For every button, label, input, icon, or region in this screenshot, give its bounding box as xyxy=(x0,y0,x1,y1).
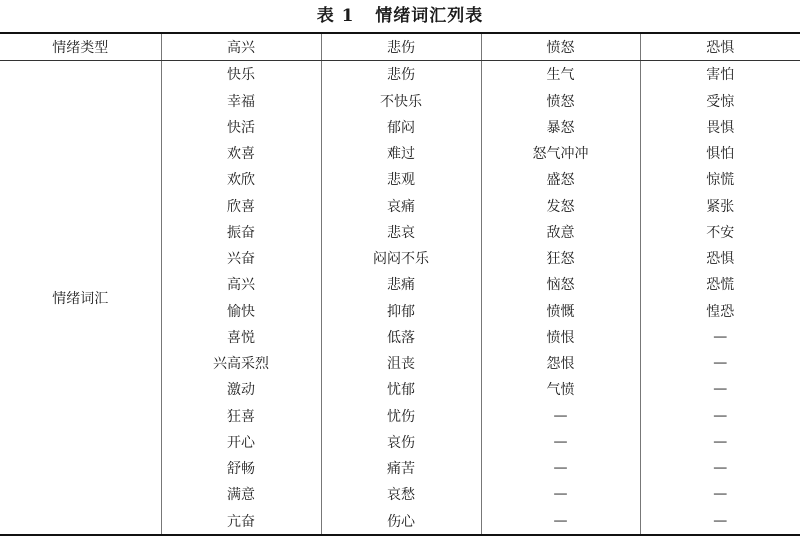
cell-sad: 悲痛 xyxy=(321,271,481,297)
cell-happy: 舒畅 xyxy=(161,455,321,481)
cell-angry: — xyxy=(481,508,640,535)
cell-happy: 振奋 xyxy=(161,219,321,245)
cell-sad: 悲哀 xyxy=(321,219,481,245)
cell-angry: 盛怒 xyxy=(481,166,640,192)
row-label-emotion-words: 情绪词汇 xyxy=(0,61,161,535)
cell-happy: 喜悦 xyxy=(161,324,321,350)
cell-angry: 愤恨 xyxy=(481,324,640,350)
cell-fear: 惶恐 xyxy=(706,303,735,320)
cell-angry: 愤慨 xyxy=(481,298,640,324)
cell-sad: 哀痛 xyxy=(321,193,481,219)
header-sad: 悲伤 xyxy=(321,33,481,61)
cell-fear: — xyxy=(713,381,728,398)
cell-happy: 兴高采烈 xyxy=(161,350,321,376)
cell-fear: — xyxy=(713,486,728,503)
cell-sad: 郁闷 xyxy=(321,114,481,140)
cell-happy: 狂喜 xyxy=(161,403,321,429)
cell-fear: 惧怕 xyxy=(706,146,735,163)
cell-sad: 不快乐 xyxy=(321,88,481,114)
cell-fear: 恐慌 xyxy=(706,277,735,294)
table-body xyxy=(0,61,800,535)
cell-sad: 悲观 xyxy=(321,166,481,192)
cell-happy: 兴奋 xyxy=(161,245,321,271)
header-row xyxy=(0,33,800,61)
cell-happy: 欣喜 xyxy=(161,193,321,219)
cell-sad: 忧伤 xyxy=(321,403,481,429)
cell-fear: 害怕 xyxy=(706,67,735,84)
cell-fear: 恐惧 xyxy=(706,251,735,268)
cell-fear: 受惊 xyxy=(706,93,735,110)
cell-happy: 高兴 xyxy=(161,271,321,297)
cell-angry: 暴怒 xyxy=(481,114,640,140)
cell-sad: 伤心 xyxy=(321,508,481,535)
cell-happy: 欢喜 xyxy=(161,140,321,166)
cell-angry: 生气 xyxy=(481,61,640,88)
cell-angry: — xyxy=(481,403,640,429)
cell-sad: 抑郁 xyxy=(321,298,481,324)
header-happy: 高兴 xyxy=(161,33,321,61)
cell-angry: 愤怒 xyxy=(481,88,640,114)
cell-angry: 怒气冲冲 xyxy=(481,140,640,166)
cell-sad: 哀愁 xyxy=(321,481,481,507)
cell-fear: 紧张 xyxy=(706,198,735,215)
cell-sad: 悲伤 xyxy=(321,61,481,88)
cell-sad: 痛苦 xyxy=(321,455,481,481)
cell-fear: — xyxy=(713,433,728,450)
cell-angry: 气愤 xyxy=(481,376,640,402)
cell-sad: 哀伤 xyxy=(321,429,481,455)
cell-happy: 满意 xyxy=(161,481,321,507)
cell-fear: — xyxy=(713,407,728,424)
header-emotion-type: 情绪类型 xyxy=(0,33,161,61)
cell-fear: 畏惧 xyxy=(706,119,735,136)
cell-happy: 激动 xyxy=(161,376,321,402)
header-angry: 愤怒 xyxy=(481,33,640,61)
cell-sad: 难过 xyxy=(321,140,481,166)
cell-happy: 开心 xyxy=(161,429,321,455)
cell-happy: 亢奋 xyxy=(161,508,321,535)
cell-sad: 闷闷不乐 xyxy=(321,245,481,271)
cell-angry: 怨恨 xyxy=(481,350,640,376)
cell-angry: — xyxy=(481,429,640,455)
cell-angry: 发怒 xyxy=(481,193,640,219)
cell-fear: — xyxy=(713,460,728,477)
emotion-vocabulary-table xyxy=(0,32,800,536)
cell-fear: 惊慌 xyxy=(706,172,735,189)
cell-fear: 不安 xyxy=(706,224,735,241)
cell-angry: 狂怒 xyxy=(481,245,640,271)
cell-angry: 敌意 xyxy=(481,219,640,245)
cell-happy: 欢欣 xyxy=(161,166,321,192)
header-fear: 恐惧 xyxy=(640,33,800,61)
cell-sad: 忧郁 xyxy=(321,376,481,402)
cell-happy: 愉快 xyxy=(161,298,321,324)
cell-happy: 快乐 xyxy=(161,61,321,88)
cell-sad: 沮丧 xyxy=(321,350,481,376)
cell-happy: 幸福 xyxy=(161,88,321,114)
table-caption: 表 1 情绪词汇列表 xyxy=(316,6,484,26)
cell-sad: 低落 xyxy=(321,324,481,350)
table-row xyxy=(0,61,800,88)
cell-angry: 恼怒 xyxy=(481,271,640,297)
cell-fear: — xyxy=(713,355,728,372)
cell-happy: 快活 xyxy=(161,114,321,140)
cell-fear: — xyxy=(713,328,728,345)
cell-angry: — xyxy=(481,481,640,507)
cell-angry: — xyxy=(481,455,640,481)
cell-fear: — xyxy=(713,512,728,529)
